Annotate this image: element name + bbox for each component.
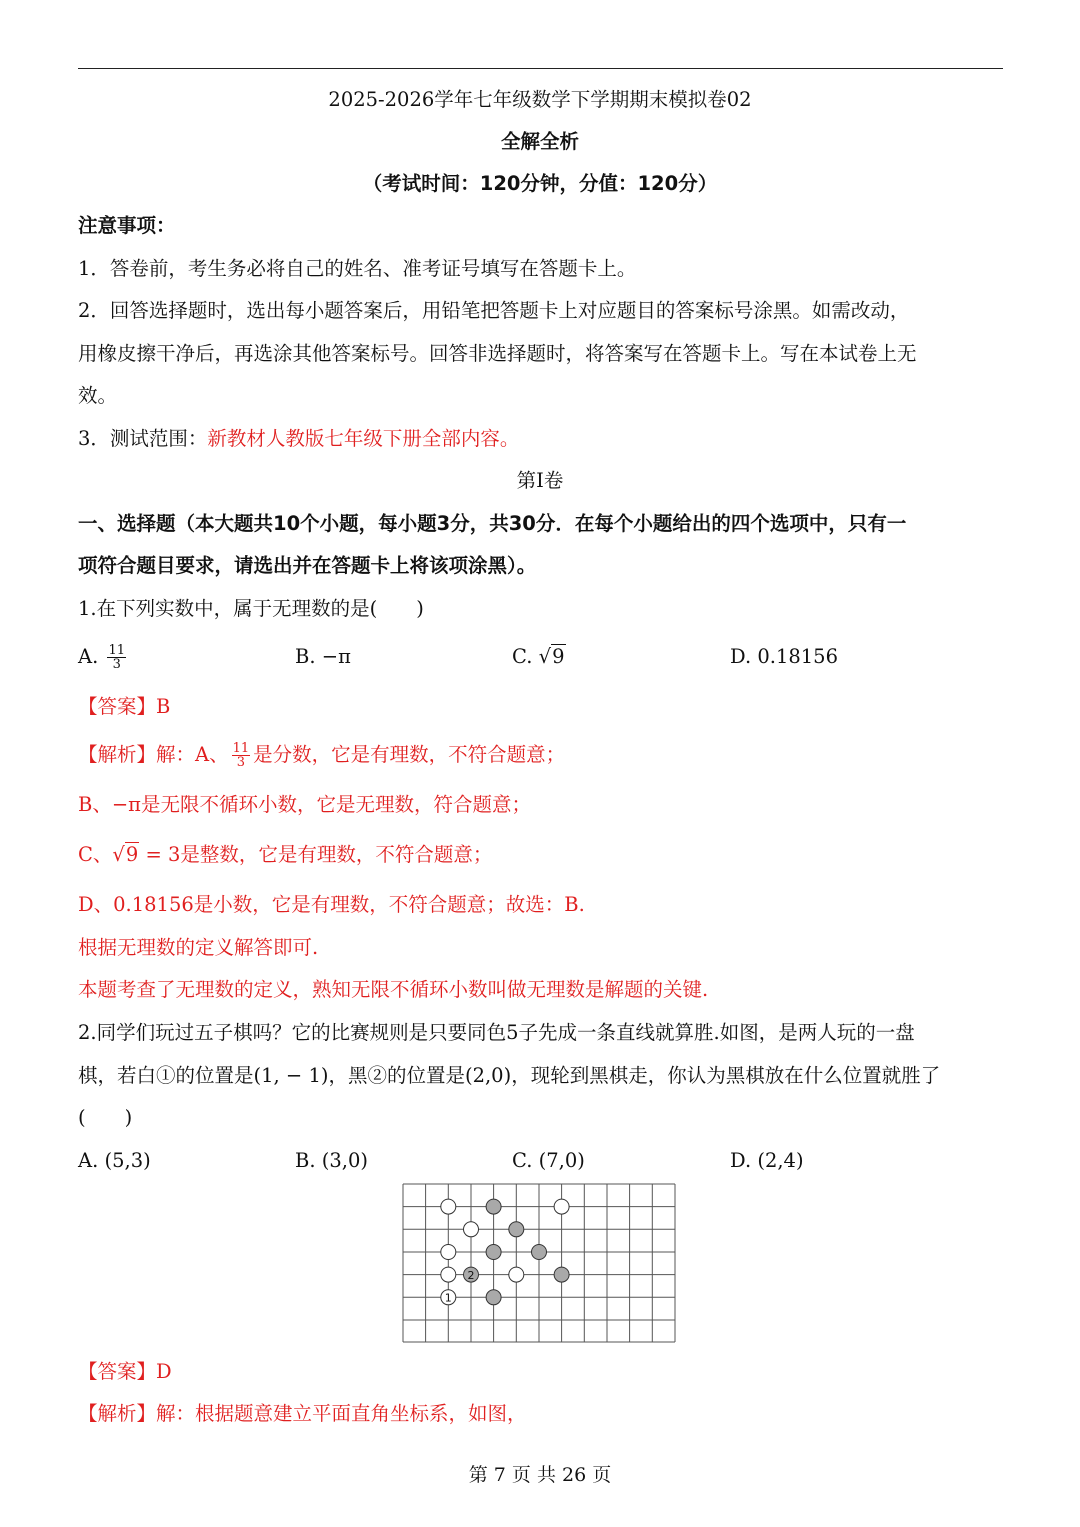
q2-option-b: B. (3,0) [295,1149,368,1172]
test-scope: 新教材人教版七年级下册全部内容。 [207,427,520,450]
q1-answer: 【答案】B [78,695,171,718]
white-stone [441,1245,456,1260]
q2-stem-line-2: 棋，若白①的位置是(1, − 1)，黑②的位置是(2,0)，现轮到黑棋走，你认为黑棋放在什么位置就胜了 [78,1064,941,1087]
q2-option-c: C. (7,0) [512,1149,585,1172]
notes-heading: 注意事项： [78,214,176,237]
fraction-numerator: 11 [232,741,250,756]
explanation-c-tail: = 3是整数，它是有理数，不符合题意； [139,843,493,866]
radicand: 9 [552,645,565,668]
white-stone [441,1199,456,1214]
section-1-line-2: 项符合题目要求，请选出并在答题卡上将该项涂黑）。 [78,554,537,577]
black-stone [486,1245,501,1260]
gomoku-board [402,1183,676,1343]
radicand: 9 [125,843,139,866]
page-footer: 第 7 页 共 26 页 [468,1464,612,1486]
q1-summary: 本题考查了无理数的定义，熟知无限不循环小数叫做无理数是解题的关键. [78,978,709,1001]
sqrt-symbol: √9 [538,645,565,668]
note-item-2-line-1: 2．回答选择题时，选出每小题答案后，用铅笔把答题卡上对应题目的答案标号涂黑。如需改动， [78,299,910,322]
black-stone [486,1290,501,1305]
explanation-fraction [232,742,251,769]
q2-stem-line-3: ( ) [78,1106,133,1129]
note-item-3-prefix: 3．测试范围： [78,427,208,450]
note-item-3 [78,425,519,453]
q1-method: 根据无理数的定义解答即可. [78,936,319,959]
black-stone [486,1199,501,1214]
fraction-denominator: 3 [112,657,121,672]
doc-subtitle: 全解全析 [500,130,579,153]
q1-explanation-d: D、0.18156是小数，它是有理数，不符合题意；故选：B. [78,893,585,916]
q1-option-a-fraction [107,644,126,671]
doc-title: 2025-2026学年七年级数学下学期期末模拟卷02 [328,88,752,111]
q2-option-a: A. (5,3) [78,1149,151,1172]
black-stone [509,1222,524,1237]
q1-stem: 1.在下列实数中，属于无理数的是( ) [78,597,424,620]
q2-stem-line-1: 2.同学们玩过五子棋吗？它的比赛规则是只要同色5子先成一条直线就算胜.如图，是两人玩的一盘 [78,1021,915,1044]
explanation-head: 【解析】解：A、 [78,743,229,766]
white-stone [441,1267,456,1282]
q1-option-a [78,643,129,671]
q1-option-c-label: C. [512,645,533,668]
black-stone [532,1245,547,1260]
sqrt-symbol: √9 [112,843,139,866]
q1-option-a-label: A. [78,645,99,668]
q1-option-d: D. 0.18156 [730,645,838,668]
q2-options [78,1147,1003,1177]
explanation-a-tail: 是分数，它是有理数，不符合题意； [253,743,566,766]
q2-explanation: 【解析】解：根据题意建立平面直角坐标系，如图， [78,1402,527,1425]
explanation-c-head: C、 [78,843,113,866]
q1-options [78,643,1003,675]
white-stone-label: 1 [444,1291,452,1305]
q2-answer: 【答案】D [78,1360,172,1383]
q1-explanation-a [78,741,565,769]
fraction-denominator: 3 [236,755,245,770]
exam-info: （考试时间：120分钟，分值：120分） [362,172,718,195]
white-stone [464,1222,479,1237]
fraction-numerator: 11 [108,643,126,658]
note-item-1: 1．答卷前，考生务必将自己的姓名、准考证号填写在答题卡上。 [78,257,637,280]
white-stone [554,1199,569,1214]
q1-explanation-b: B、−π是无限不循环小数，它是无理数，符合题意； [78,793,531,816]
q1-option-c [512,643,566,671]
q1-option-b: B. −π [295,645,351,668]
section-1-line-1: 一、选择题（本大题共10个小题，每小题3分，共30分．在每个小题给出的四个选项中，只有一 [78,512,907,535]
volume-title: 第Ⅰ卷 [516,469,564,492]
black-stone [554,1267,569,1282]
header-rule [78,68,1003,69]
black-stone-label: 2 [467,1269,475,1282]
q1-explanation-c [78,841,492,869]
note-item-2-line-2: 用橡皮擦干净后，再选涂其他答案标号。回答非选择题时，将答案写在答题卡上。写在本试卷上无 [78,342,917,365]
note-item-2-line-3: 效。 [78,384,118,407]
white-stone [509,1267,524,1282]
q2-option-d: D. (2,4) [730,1149,804,1172]
